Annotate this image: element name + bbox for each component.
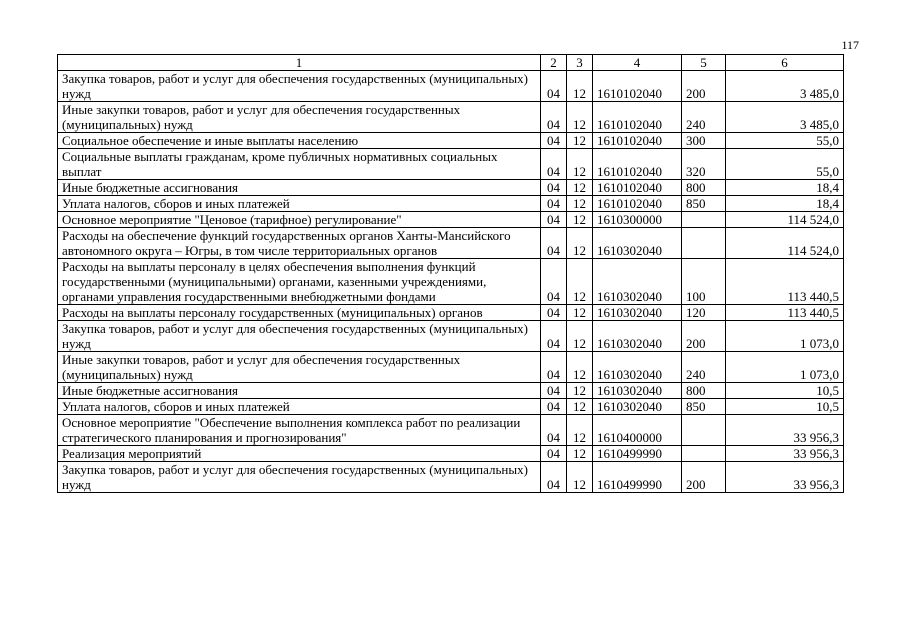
row-section-code: 04 <box>541 321 567 352</box>
row-description: Уплата налогов, сборов и иных платежей <box>58 399 541 415</box>
row-target-code: 1610102040 <box>593 149 682 180</box>
row-expense-type <box>682 415 726 446</box>
table-row <box>58 180 844 196</box>
row-section-code: 04 <box>541 196 567 212</box>
table-row <box>58 352 844 383</box>
row-amount: 18,4 <box>726 180 844 196</box>
row-description: Иные бюджетные ассигнования <box>58 383 541 399</box>
row-subsection-code: 12 <box>567 228 593 259</box>
budget-table <box>57 54 844 493</box>
table-row <box>58 212 844 228</box>
row-expense-type: 300 <box>682 133 726 149</box>
row-expense-type <box>682 212 726 228</box>
row-subsection-code: 12 <box>567 446 593 462</box>
row-amount: 3 485,0 <box>726 102 844 133</box>
row-section-code: 04 <box>541 71 567 102</box>
row-section-code: 04 <box>541 446 567 462</box>
row-expense-type <box>682 228 726 259</box>
row-section-code: 04 <box>541 228 567 259</box>
row-target-code: 1610302040 <box>593 383 682 399</box>
row-description: Основное мероприятие "Обеспечение выполнения комплекса работ по реализации стратегического планирования и прогнозирования" <box>58 415 541 446</box>
row-target-code: 1610302040 <box>593 228 682 259</box>
table-row <box>58 383 844 399</box>
row-amount: 10,5 <box>726 383 844 399</box>
table-row <box>58 305 844 321</box>
row-description: Социальное обеспечение и иные выплаты населению <box>58 133 541 149</box>
row-subsection-code: 12 <box>567 133 593 149</box>
row-expense-type: 850 <box>682 399 726 415</box>
row-section-code: 04 <box>541 352 567 383</box>
row-amount: 33 956,3 <box>726 446 844 462</box>
table-row <box>58 259 844 305</box>
row-section-code: 04 <box>541 415 567 446</box>
row-amount: 18,4 <box>726 196 844 212</box>
row-amount: 114 524,0 <box>726 228 844 259</box>
row-target-code: 1610102040 <box>593 196 682 212</box>
row-amount: 33 956,3 <box>726 462 844 493</box>
row-subsection-code: 12 <box>567 352 593 383</box>
row-expense-type: 200 <box>682 462 726 493</box>
row-expense-type: 200 <box>682 71 726 102</box>
row-subsection-code: 12 <box>567 399 593 415</box>
row-amount: 55,0 <box>726 133 844 149</box>
row-description: Основное мероприятие "Ценовое (тарифное) регулирование" <box>58 212 541 228</box>
row-amount: 10,5 <box>726 399 844 415</box>
row-section-code: 04 <box>541 149 567 180</box>
row-section-code: 04 <box>541 133 567 149</box>
row-expense-type: 100 <box>682 259 726 305</box>
row-expense-type: 800 <box>682 180 726 196</box>
row-subsection-code: 12 <box>567 149 593 180</box>
row-section-code: 04 <box>541 259 567 305</box>
row-section-code: 04 <box>541 305 567 321</box>
row-description: Уплата налогов, сборов и иных платежей <box>58 196 541 212</box>
row-subsection-code: 12 <box>567 180 593 196</box>
row-subsection-code: 12 <box>567 71 593 102</box>
row-target-code: 1610302040 <box>593 305 682 321</box>
table-row <box>58 133 844 149</box>
row-expense-type: 240 <box>682 352 726 383</box>
table-body <box>58 71 844 493</box>
row-subsection-code: 12 <box>567 305 593 321</box>
row-target-code: 1610302040 <box>593 399 682 415</box>
row-amount: 113 440,5 <box>726 305 844 321</box>
row-description: Социальные выплаты гражданам, кроме публичных нормативных социальных выплат <box>58 149 541 180</box>
table-row <box>58 228 844 259</box>
row-amount: 33 956,3 <box>726 415 844 446</box>
row-section-code: 04 <box>541 399 567 415</box>
table-row <box>58 446 844 462</box>
column-header-4: 4 <box>593 55 682 71</box>
column-header-5: 5 <box>682 55 726 71</box>
row-subsection-code: 12 <box>567 259 593 305</box>
table-row <box>58 415 844 446</box>
row-description: Расходы на выплаты персоналу государственных (муниципальных) органов <box>58 305 541 321</box>
table-row <box>58 149 844 180</box>
row-amount: 1 073,0 <box>726 321 844 352</box>
row-subsection-code: 12 <box>567 415 593 446</box>
row-target-code: 1610102040 <box>593 71 682 102</box>
page-number: 117 <box>841 38 859 52</box>
table-row <box>58 71 844 102</box>
table-row <box>58 399 844 415</box>
row-amount: 1 073,0 <box>726 352 844 383</box>
row-expense-type: 120 <box>682 305 726 321</box>
row-description: Закупка товаров, работ и услуг для обеспечения государственных (муниципальных) нужд <box>58 71 541 102</box>
row-amount: 3 485,0 <box>726 71 844 102</box>
row-section-code: 04 <box>541 180 567 196</box>
row-amount: 114 524,0 <box>726 212 844 228</box>
row-section-code: 04 <box>541 212 567 228</box>
column-header-1: 1 <box>58 55 541 71</box>
row-description: Расходы на обеспечение функций государственных органов Ханты-Мансийского автономного округа – Югры, в том числе территориальных органов <box>58 228 541 259</box>
row-description: Расходы на выплаты персоналу в целях обеспечения выполнения функций государственными (муниципальными) органами, казенными учреждениями, органами управления государственными внебюджетными фондами <box>58 259 541 305</box>
row-target-code: 1610302040 <box>593 259 682 305</box>
row-amount: 113 440,5 <box>726 259 844 305</box>
row-target-code: 1610102040 <box>593 102 682 133</box>
row-target-code: 1610300000 <box>593 212 682 228</box>
row-expense-type: 240 <box>682 102 726 133</box>
row-subsection-code: 12 <box>567 196 593 212</box>
table-header-row <box>58 55 844 71</box>
row-description: Иные закупки товаров, работ и услуг для обеспечения государственных (муниципальных) нужд <box>58 102 541 133</box>
row-description: Реализация мероприятий <box>58 446 541 462</box>
row-target-code: 1610102040 <box>593 133 682 149</box>
row-subsection-code: 12 <box>567 383 593 399</box>
row-target-code: 1610400000 <box>593 415 682 446</box>
column-header-2: 2 <box>541 55 567 71</box>
table-row <box>58 462 844 493</box>
row-expense-type: 800 <box>682 383 726 399</box>
row-target-code: 1610302040 <box>593 352 682 383</box>
row-description: Закупка товаров, работ и услуг для обеспечения государственных (муниципальных) нужд <box>58 321 541 352</box>
table-row <box>58 196 844 212</box>
row-subsection-code: 12 <box>567 321 593 352</box>
row-target-code: 1610302040 <box>593 321 682 352</box>
table-row <box>58 321 844 352</box>
row-section-code: 04 <box>541 462 567 493</box>
row-target-code: 1610102040 <box>593 180 682 196</box>
row-description: Закупка товаров, работ и услуг для обеспечения государственных (муниципальных) нужд <box>58 462 541 493</box>
table-row <box>58 102 844 133</box>
row-expense-type <box>682 446 726 462</box>
row-section-code: 04 <box>541 383 567 399</box>
column-header-6: 6 <box>726 55 844 71</box>
row-subsection-code: 12 <box>567 462 593 493</box>
row-expense-type: 200 <box>682 321 726 352</box>
row-target-code: 1610499990 <box>593 446 682 462</box>
row-target-code: 1610499990 <box>593 462 682 493</box>
row-subsection-code: 12 <box>567 102 593 133</box>
row-subsection-code: 12 <box>567 212 593 228</box>
row-description: Иные бюджетные ассигнования <box>58 180 541 196</box>
column-header-3: 3 <box>567 55 593 71</box>
row-section-code: 04 <box>541 102 567 133</box>
row-amount: 55,0 <box>726 149 844 180</box>
row-description: Иные закупки товаров, работ и услуг для обеспечения государственных (муниципальных) нужд <box>58 352 541 383</box>
row-expense-type: 320 <box>682 149 726 180</box>
row-expense-type: 850 <box>682 196 726 212</box>
